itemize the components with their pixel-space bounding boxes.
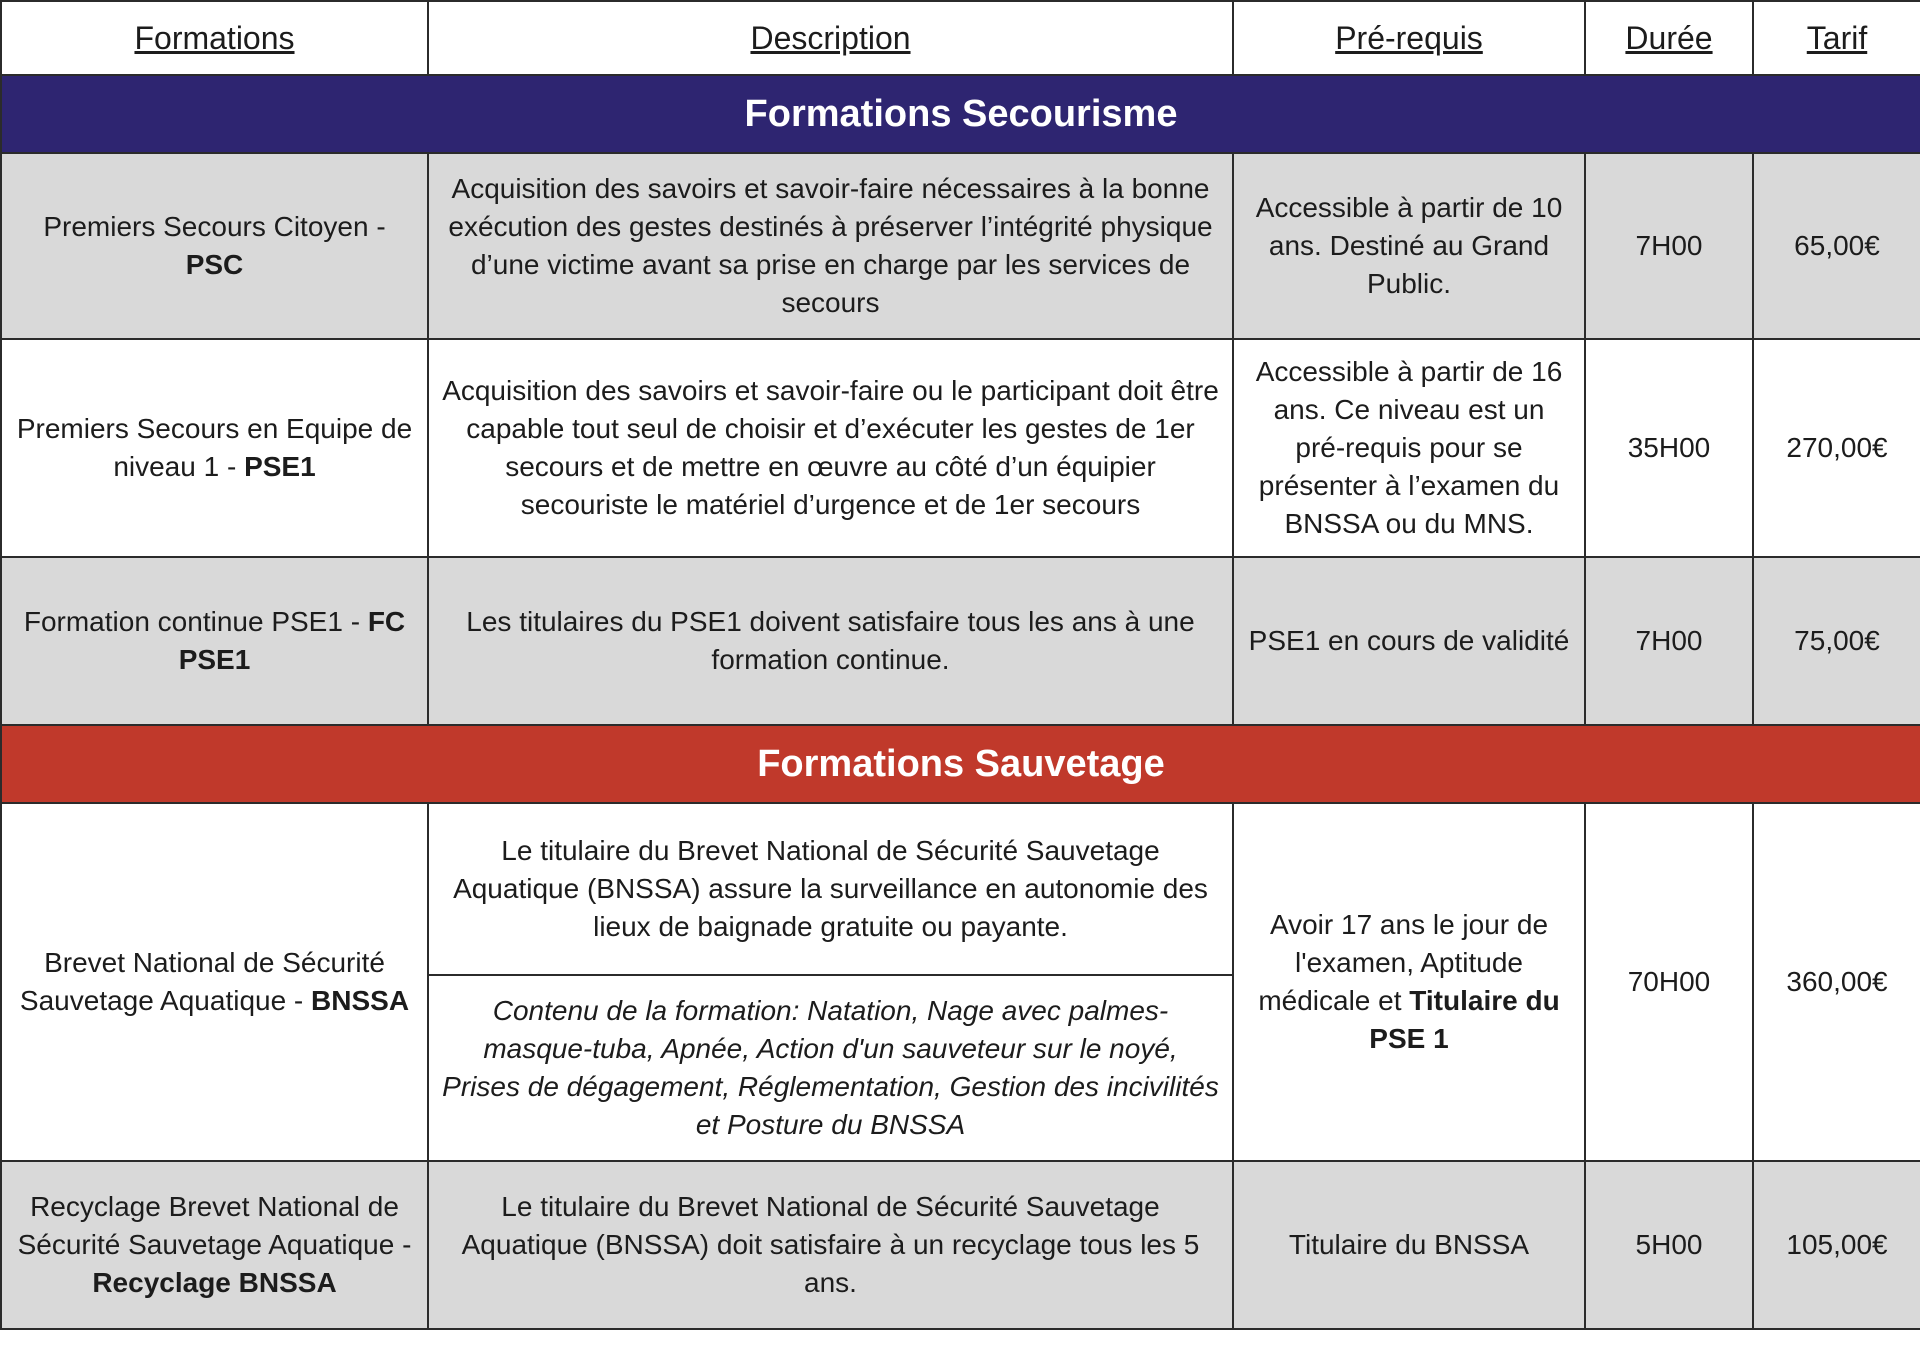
duree-cell: 7H00 xyxy=(1585,153,1753,339)
prerequis-cell: Accessible à partir de 16 ans. Ce niveau est un pré-requis pour se présenter à l’examen du BNSSA ou du MNS. xyxy=(1233,339,1585,557)
section-title-sauvetage: Formations Sauvetage xyxy=(1,725,1920,803)
section-sauvetage-row xyxy=(1,725,1920,803)
header-formations: Formations xyxy=(1,1,428,75)
prerequis-text: Avoir 17 ans le jour de l'examen, Aptitude médicale et xyxy=(1258,909,1549,1016)
contenu-cell: Contenu de la formation: Natation, Nage avec palmes-masque-tuba, Apnée, Action d'un sauveteur sur le noyé, Prises de dégagement, Réglementation, Gestion des incivilités et Posture du BNSSA xyxy=(428,975,1233,1161)
duree-cell: 7H00 xyxy=(1585,557,1753,725)
description-cell: Le titulaire du Brevet National de Sécurité Sauvetage Aquatique (BNSSA) doit satisfaire à un recyclage tous les 5 ans. xyxy=(428,1161,1233,1329)
section-secourisme-row xyxy=(1,75,1920,153)
description-cell: Acquisition des savoirs et savoir-faire ou le participant doit être capable tout seul de choisir et d’exécuter les gestes de 1er secours et de mettre en œuvre au côté d’un équipier secouriste le matériel d’urgence et de 1er secours xyxy=(428,339,1233,557)
formation-code: FC PSE1 xyxy=(178,606,406,675)
header-prerequis: Pré-requis xyxy=(1233,1,1585,75)
tarif-cell: 65,00€ xyxy=(1753,153,1920,339)
formation-code: Recyclage BNSSA xyxy=(92,1267,337,1298)
tarif-cell: 75,00€ xyxy=(1753,557,1920,725)
formation-name-cell xyxy=(1,339,428,557)
prerequis-cell: Titulaire du BNSSA xyxy=(1233,1161,1585,1329)
formation-code: PSC xyxy=(185,249,244,280)
table-row xyxy=(1,339,1920,557)
formation-name: Brevet National de Sécurité Sauvetage Aquatique - xyxy=(19,947,385,1016)
duree-cell: 70H00 xyxy=(1585,803,1753,1161)
table-row xyxy=(1,153,1920,339)
prerequis-cell: PSE1 en cours de validité xyxy=(1233,557,1585,725)
table-row xyxy=(1,557,1920,725)
description-cell: Les titulaires du PSE1 doivent satisfaire tous les ans à une formation continue. xyxy=(428,557,1233,725)
prerequis-cell xyxy=(1233,803,1585,1161)
table-row xyxy=(1,1161,1920,1329)
header-description: Description xyxy=(428,1,1233,75)
formation-name-cell xyxy=(1,1161,428,1329)
duree-cell: 5H00 xyxy=(1585,1161,1753,1329)
table-header-row xyxy=(1,1,1920,75)
formation-name: Recyclage Brevet National de Sécurité Sauvetage Aquatique - xyxy=(17,1191,412,1260)
header-tarif: Tarif xyxy=(1753,1,1920,75)
tarif-cell: 270,00€ xyxy=(1753,339,1920,557)
formation-code: BNSSA xyxy=(311,985,410,1016)
formation-code: PSE1 xyxy=(244,451,316,482)
description-cell: Le titulaire du Brevet National de Sécurité Sauvetage Aquatique (BNSSA) assure la surveillance en autonomie des lieux de baignade gratuite ou payante. xyxy=(428,803,1233,975)
prerequis-cell: Accessible à partir de 10 ans. Destiné au Grand Public. xyxy=(1233,153,1585,339)
table-row xyxy=(1,803,1920,975)
description-cell: Acquisition des savoirs et savoir-faire nécessaires à la bonne exécution des gestes destinés à préserver l’intégrité physique d’une victime avant sa prise en charge par les services de secours xyxy=(428,153,1233,339)
formation-name: Formation continue PSE1 - xyxy=(23,606,368,637)
tarif-cell: 105,00€ xyxy=(1753,1161,1920,1329)
formation-name-cell xyxy=(1,153,428,339)
section-title-secourisme: Formations Secourisme xyxy=(1,75,1920,153)
header-duree: Durée xyxy=(1585,1,1753,75)
formation-name-cell xyxy=(1,803,428,1161)
tarif-cell: 360,00€ xyxy=(1753,803,1920,1161)
prerequis-bold-text: Titulaire du PSE 1 xyxy=(1369,985,1560,1054)
duree-cell: 35H00 xyxy=(1585,339,1753,557)
formation-name-cell xyxy=(1,557,428,725)
formation-name: Premiers Secours Citoyen - xyxy=(43,211,386,242)
formation-name: Premiers Secours en Equipe de niveau 1 - xyxy=(16,413,413,482)
